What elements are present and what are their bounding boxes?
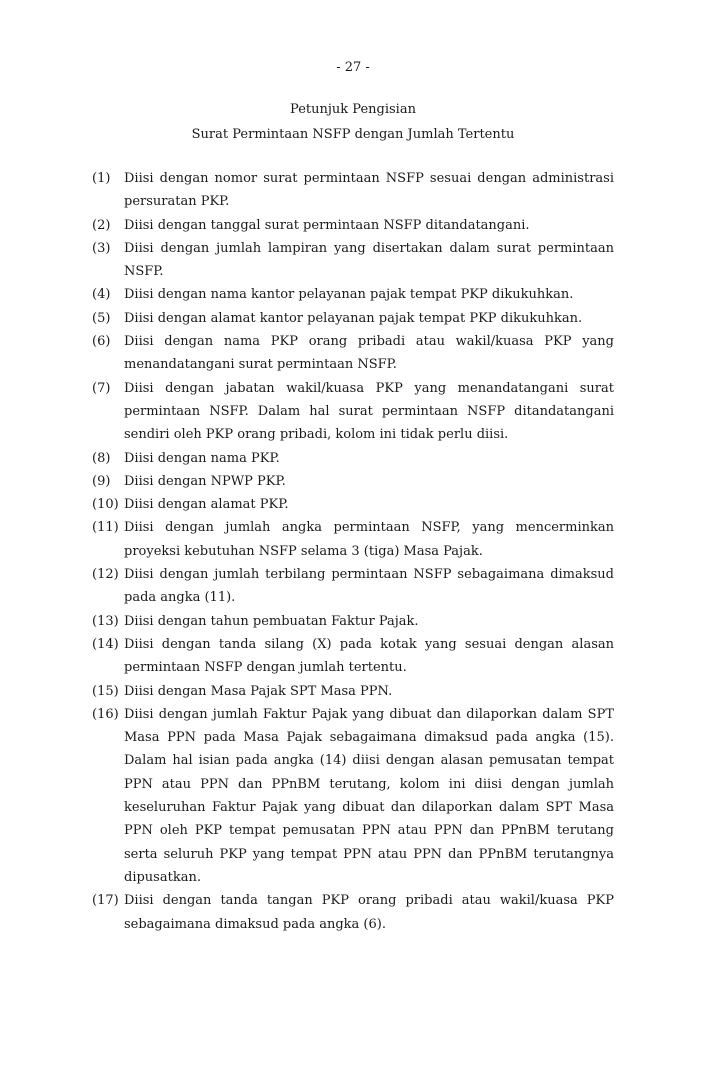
list-item [92,307,614,330]
list-item [92,447,614,470]
item-number: (5) [92,310,111,326]
item-number: (16) [92,706,119,722]
list-item [92,283,614,306]
list-item [92,470,614,493]
item-number: (17) [92,893,119,909]
list-item [92,330,614,377]
item-number: (10) [92,497,119,513]
item-number: (1) [92,171,111,186]
item-number: (8) [92,450,111,466]
list-item [92,167,614,214]
list-item [92,237,614,284]
document-title [0,97,706,147]
item-text: Diisi dengan tanggal surat permintaan NSFP ditandatangani. [124,217,530,233]
item-text: Diisi dengan alamat PKP. [124,497,289,513]
item-text: Diisi dengan nama PKP orang pribadi atau wakil/kuasa PKP yang menandatangani surat permintaan NSFP. [124,334,614,373]
item-text: Diisi dengan alamat kantor pelayanan pajak tempat PKP dikukuhkan. [124,310,583,326]
item-text: Diisi dengan Masa Pajak SPT Masa PPN. [124,683,393,699]
item-text: Diisi dengan nama PKP. [124,450,280,466]
item-text: Diisi dengan tanda tangan PKP orang pribadi atau wakil/kuasa PKP sebagaimana dimaksud pada angka (6). [124,893,614,932]
title-line-2: Surat Permintaan NSFP dengan Jumlah Tertentu [191,127,515,142]
item-text: Diisi dengan nama kantor pelayanan pajak tempat PKP dikukuhkan. [124,287,574,303]
item-text: Diisi dengan jumlah Faktur Pajak yang dibuat dan dilaporkan dalam SPT Masa PPN pada Masa Pajak sebagaimana dimaksud pada angka (15). Dalam hal isian pada angka (14) diisi dengan alasan pemusatan tempat PPN atau PPN dan PPnBM terutang, kolom ini diisi dengan jumlah keseluruhan Faktur Pajak yang dibuat dan dilaporkan dalam SPT Masa PPN oleh PKP tempat pemusatan PPN atau PPN dan PPnBM terutang serta seluruh PKP yang tempat PPN atau PPN dan PPnBM terutangnya dipusatkan. [124,706,614,885]
item-number: (4) [92,287,111,303]
list-item [92,214,614,237]
item-text: Diisi dengan NPWP PKP. [124,473,286,489]
list-item [92,680,614,703]
list-item [92,493,614,516]
list-item [92,610,614,633]
title-line-1: Petunjuk Pengisian [290,102,416,117]
list-item [92,377,614,447]
page-number: - 27 - [336,60,370,75]
list-item [92,633,614,680]
item-text: Diisi dengan jumlah angka permintaan NSFP, yang mencerminkan proyeksi kebutuhan NSFP selama 3 (tiga) Masa Pajak. [124,520,614,559]
item-number: (6) [92,334,111,350]
item-number: (2) [92,217,111,233]
item-number: (3) [92,240,111,256]
item-text: Diisi dengan jumlah terbilang permintaan NSFP sebagaimana dimaksud pada angka (11). [124,567,614,606]
item-text: Diisi dengan nomor surat permintaan NSFP sesuai dengan administrasi persuratan PKP. [124,171,614,210]
item-number: (7) [92,380,111,396]
item-number: (14) [92,636,119,652]
item-number: (13) [92,613,119,629]
item-number: (9) [92,473,111,489]
instruction-list [92,167,614,936]
item-number: (15) [92,683,119,699]
item-text: Diisi dengan jabatan wakil/kuasa PKP yang menandatangani surat permintaan NSFP. Dalam hal surat permintaan NSFP ditandatangani sendiri oleh PKP orang pribadi, kolom ini tidak perlu diisi. [124,380,614,443]
item-number: (11) [92,520,119,536]
list-item [92,563,614,610]
item-text: Diisi dengan jumlah lampiran yang disertakan dalam surat permintaan NSFP. [124,240,614,280]
list-item [92,703,614,889]
item-text: Diisi dengan tanda silang (X) pada kotak yang sesuai dengan alasan permintaan NSFP dengan jumlah tertentu. [124,636,614,676]
list-item [92,889,614,936]
item-number: (12) [92,567,119,583]
list-item [92,516,614,563]
item-text: Diisi dengan tahun pembuatan Faktur Pajak. [124,613,419,629]
